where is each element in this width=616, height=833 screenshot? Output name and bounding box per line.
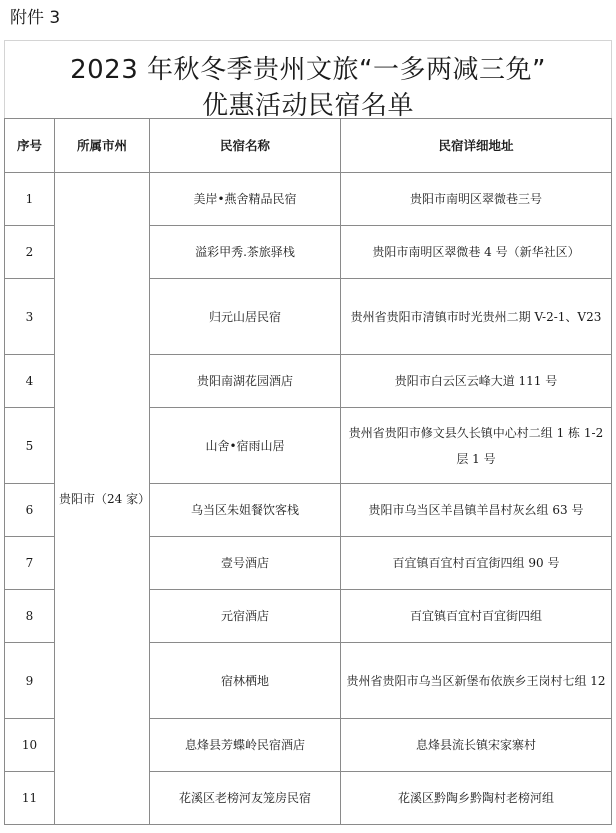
homestay-address: 贵州省贵阳市清镇市时光贵州二期 V-2-1、V23: [341, 279, 612, 355]
title-block: [4, 40, 612, 121]
row-index: 8: [5, 590, 55, 643]
homestay-name: 壹号酒店: [150, 537, 341, 590]
row-index: 5: [5, 408, 55, 484]
table-row: [5, 173, 612, 226]
homestay-address: 百宜镇百宜村百宜街四组 90 号: [341, 537, 612, 590]
row-index: 7: [5, 537, 55, 590]
homestay-address: 百宜镇百宜村百宜街四组: [341, 590, 612, 643]
page-title-line2: 优惠活动民宿名单: [201, 91, 414, 121]
homestay-address: 贵州省贵阳市乌当区新堡布依族乡王岗村七组 12: [341, 643, 612, 719]
homestay-address: 息烽县流长镇宋家寨村: [341, 719, 612, 772]
column-header-name: 民宿名称: [150, 119, 341, 173]
column-header-city: 所属市州: [55, 119, 150, 173]
homestay-name: 乌当区朱姐餐饮客栈: [150, 484, 341, 537]
homestay-name: 宿林栖地: [150, 643, 341, 719]
row-index: 4: [5, 355, 55, 408]
page-title-line1: 2023 年秋冬季贵州文旅“一多两减三免”: [70, 55, 546, 85]
city-group-cell: 贵阳市（24 家）: [55, 173, 150, 825]
homestay-address: 贵阳市南明区翠微巷 4 号（新华社区）: [341, 226, 612, 279]
homestay-name: 溢彩甲秀.茶旅驿栈: [150, 226, 341, 279]
table-header-row: [5, 119, 612, 173]
row-index: 3: [5, 279, 55, 355]
row-index: 11: [5, 772, 55, 825]
homestay-name: 贵阳南湖花园酒店: [150, 355, 341, 408]
row-index: 1: [5, 173, 55, 226]
column-header-index: 序号: [5, 119, 55, 173]
homestay-name: 归元山居民宿: [150, 279, 341, 355]
row-index: 6: [5, 484, 55, 537]
homestay-address: 贵州省贵阳市修文县久长镇中心村二组 1 栋 1-2 层 1 号: [341, 408, 612, 484]
homestay-table: [4, 118, 612, 825]
homestay-name: 元宿酒店: [150, 590, 341, 643]
row-index: 9: [5, 643, 55, 719]
homestay-name: 美岸•燕舍精品民宿: [150, 173, 341, 226]
homestay-address: 贵阳市白云区云峰大道 111 号: [341, 355, 612, 408]
row-index: 10: [5, 719, 55, 772]
homestay-address: 贵阳市南明区翠微巷三号: [341, 173, 612, 226]
row-index: 2: [5, 226, 55, 279]
column-header-address: 民宿详细地址: [341, 119, 612, 173]
homestay-address: 贵阳市乌当区羊昌镇羊昌村灰幺组 63 号: [341, 484, 612, 537]
homestay-address: 花溪区黔陶乡黔陶村老榜河组: [341, 772, 612, 825]
homestay-name: 息烽县芳蝶岭民宿酒店: [150, 719, 341, 772]
attachment-label: 附件 3: [10, 8, 61, 28]
homestay-name: 山舍•宿雨山居: [150, 408, 341, 484]
homestay-name: 花溪区老榜河友笼房民宿: [150, 772, 341, 825]
